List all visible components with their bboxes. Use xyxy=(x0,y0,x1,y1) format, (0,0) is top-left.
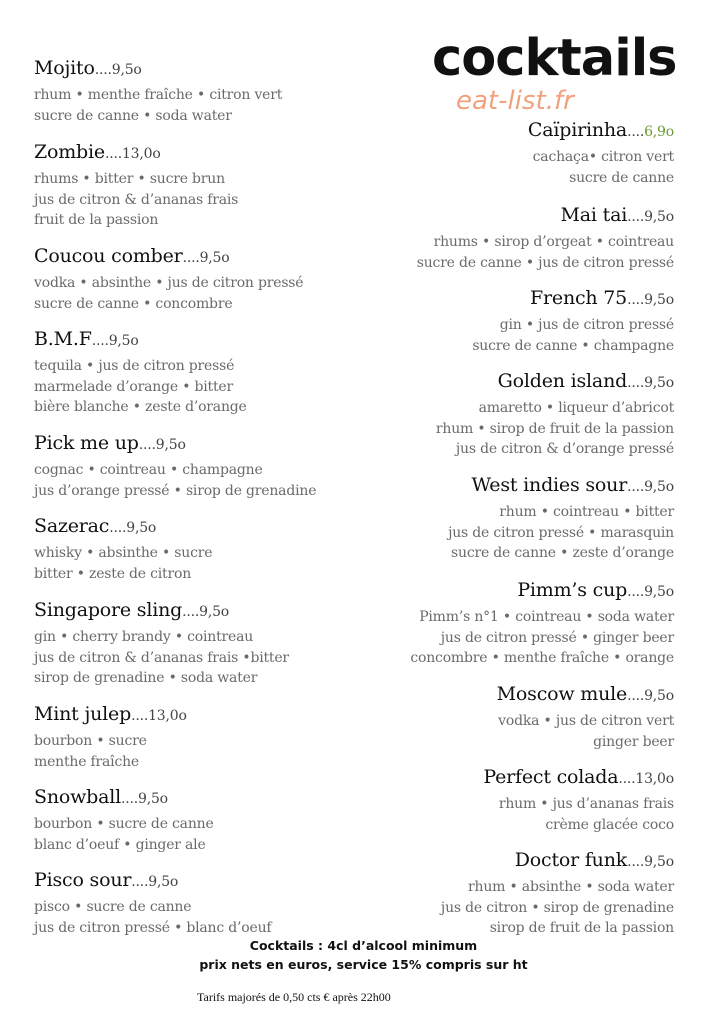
dot-leader: .... xyxy=(131,708,149,724)
cocktail-item xyxy=(34,138,354,231)
cocktail-price: 9,5o xyxy=(644,854,674,870)
cocktail-item xyxy=(385,846,674,939)
cocktail-item xyxy=(385,367,674,460)
dot-leader: .... xyxy=(627,375,645,391)
cocktail-name: Coucou comber xyxy=(34,245,183,267)
cocktail-ingredients: fruit de la passion xyxy=(34,212,159,229)
cocktail-item xyxy=(34,783,354,855)
cocktail-ingredients: vodka • jus de citron vert xyxy=(498,713,674,729)
cocktail-ingredients: sucre de canne • jus de citron pressé xyxy=(416,254,674,271)
cocktail-name: Perfect colada xyxy=(483,766,619,788)
cocktail-name-line xyxy=(34,866,354,897)
cocktail-price: 9,5o xyxy=(644,584,674,600)
cocktail-name: Moscow mule xyxy=(496,683,628,705)
alcohol-note: Cocktails : 4cl d’alcool minimum xyxy=(249,938,478,953)
cocktail-ingredients: bourbon • sucre xyxy=(34,733,147,749)
dot-leader: .... xyxy=(627,124,645,140)
cocktail-ingredients: vodka • absinthe • jus de citron pressé xyxy=(34,275,304,291)
cocktail-name: Doctor funk xyxy=(514,849,628,871)
cocktail-price: 9,5o xyxy=(111,62,142,78)
cocktail-price: 9,5o xyxy=(148,874,179,890)
cocktail-ingredients: sucre de canne • champagne xyxy=(472,337,674,354)
cocktail-ingredients: concombre • menthe fraîche • orange xyxy=(410,650,674,667)
cocktail-ingredients: jus de citron pressé • blanc d’oeuf xyxy=(34,919,272,936)
cocktail-name-line xyxy=(385,284,674,315)
cocktail-name: Mojito xyxy=(34,57,95,79)
cocktail-name-line xyxy=(34,429,354,460)
cocktail-ingredients: sucre de canne xyxy=(569,169,674,186)
cocktail-ingredients: tequila • jus de citron pressé xyxy=(34,358,235,374)
cocktail-ingredients: Pimm’s n°1 • cointreau • soda water xyxy=(419,609,674,625)
cocktail-price: 9,5o xyxy=(199,250,230,266)
cocktail-ingredients: rhums • sirop d’orgeat • cointreau xyxy=(433,234,674,250)
cocktail-name-line xyxy=(34,783,354,814)
cocktail-ingredients: gin • cherry brandy • cointreau xyxy=(34,629,254,645)
cocktail-name: Sazerac xyxy=(34,515,110,537)
dot-leader: .... xyxy=(627,854,645,870)
dot-leader: .... xyxy=(182,250,200,266)
cocktail-name: French 75 xyxy=(530,287,628,309)
cocktail-price: 9,5o xyxy=(108,333,139,349)
cocktail-item xyxy=(385,763,674,835)
page-title: cocktails xyxy=(432,29,677,88)
cocktail-price: 6,9o xyxy=(644,124,674,140)
cocktail-name-line xyxy=(34,325,354,356)
cocktail-ingredients: rhum • cointreau • bitter xyxy=(499,504,674,520)
cocktail-price: 9,5o xyxy=(138,791,168,807)
cocktail-item xyxy=(385,576,674,669)
watermark-logo: eat-list.fr xyxy=(456,86,574,116)
cocktail-ingredients: rhum • menthe fraîche • citron vert xyxy=(34,87,283,103)
cocktail-ingredients: jus d’orange pressé • sirop de grenadine xyxy=(34,482,317,499)
cocktail-name-line xyxy=(34,700,354,731)
cocktail-item xyxy=(385,471,674,564)
cocktail-item xyxy=(385,201,674,273)
cocktail-ingredients: pisco • sucre de canne xyxy=(34,899,192,915)
cocktail-ingredients: whisky • absinthe • sucre xyxy=(34,545,213,561)
cocktail-ingredients: jus de citron pressé • ginger beer xyxy=(440,629,674,646)
dot-leader: .... xyxy=(138,437,156,453)
cocktail-name: Golden island xyxy=(497,370,628,392)
cocktail-ingredients: sirop de fruit de la passion xyxy=(489,920,674,937)
cocktail-name-line xyxy=(34,242,354,273)
cocktail-name-line xyxy=(385,116,674,147)
cocktail-ingredients: bourbon • sucre de canne xyxy=(34,816,214,832)
cocktail-item xyxy=(34,429,354,501)
cocktail-price: 9,5o xyxy=(644,209,674,225)
cocktail-price: 9,5o xyxy=(644,375,674,391)
cocktail-name: West indies sour xyxy=(471,474,628,496)
cocktail-ingredients: amaretto • liqueur d’abricot xyxy=(478,400,674,416)
service-note: prix nets en euros, service 15% compris sur ht xyxy=(199,957,528,972)
dot-leader: .... xyxy=(627,209,645,225)
cocktail-name: Snowball xyxy=(34,786,121,808)
dot-leader: .... xyxy=(109,520,127,536)
cocktail-name-line xyxy=(385,846,674,877)
cocktail-ingredients: cognac • cointreau • champagne xyxy=(34,462,263,478)
cocktail-item xyxy=(385,680,674,752)
dot-leader: .... xyxy=(182,604,200,620)
cocktail-price: 9,5o xyxy=(199,604,230,620)
dot-leader: .... xyxy=(131,874,149,890)
dot-leader: .... xyxy=(627,292,645,308)
surcharge-note: Tarifs majorés de 0,50 cts € après 22h00 xyxy=(197,990,391,1004)
cocktail-item xyxy=(34,596,354,689)
dot-leader: .... xyxy=(618,771,636,787)
dot-leader: .... xyxy=(121,791,139,807)
cocktail-item xyxy=(34,242,354,314)
cocktail-item xyxy=(34,700,354,772)
cocktail-ingredients: rhum • absinthe • soda water xyxy=(468,879,674,895)
cocktail-name-line xyxy=(34,596,354,627)
cocktail-ingredients: jus de citron & d’ananas frais •bitter xyxy=(34,649,289,666)
dot-leader: .... xyxy=(94,62,112,78)
dot-leader: .... xyxy=(104,146,122,162)
cocktail-name: Pimm’s cup xyxy=(517,579,628,601)
cocktail-item xyxy=(34,512,354,584)
cocktail-ingredients: sucre de canne • soda water xyxy=(34,107,232,124)
cocktail-item xyxy=(385,284,674,356)
cocktail-price: 9,5o xyxy=(644,688,674,704)
cocktail-name: Pick me up xyxy=(34,432,139,454)
cocktail-price: 13,0o xyxy=(635,771,674,787)
cocktail-item xyxy=(34,54,354,126)
dot-leader: .... xyxy=(627,584,645,600)
cocktail-name-line xyxy=(34,138,354,169)
cocktail-name: Zombie xyxy=(34,141,105,163)
cocktail-name-line xyxy=(385,763,674,794)
cocktail-ingredients: jus de citron • sirop de grenadine xyxy=(440,899,674,916)
cocktail-name-line xyxy=(385,680,674,711)
cocktail-name-line xyxy=(385,576,674,607)
cocktail-ingredients: sucre de canne • zeste d’orange xyxy=(451,545,674,562)
cocktail-ingredients: cachaça• citron vert xyxy=(532,149,674,165)
cocktail-ingredients: ginger beer xyxy=(593,733,674,750)
cocktail-ingredients: sucre de canne • concombre xyxy=(34,295,233,312)
cocktail-ingredients: bitter • zeste de citron xyxy=(34,565,192,582)
dot-leader: .... xyxy=(91,333,109,349)
cocktail-ingredients: rhum • sirop de fruit de la passion xyxy=(435,420,674,437)
cocktail-item xyxy=(34,866,354,938)
cocktail-ingredients: rhums • bitter • sucre brun xyxy=(34,171,225,187)
cocktail-item xyxy=(385,116,674,188)
cocktail-ingredients: bière blanche • zeste d’orange xyxy=(34,399,247,416)
cocktail-name: Mai tai xyxy=(560,204,628,226)
dot-leader: .... xyxy=(627,688,645,704)
cocktail-ingredients: crème glacée coco xyxy=(545,816,674,833)
cocktail-name: Pisco sour xyxy=(34,869,132,891)
cocktail-item xyxy=(34,325,354,418)
cocktail-name-line xyxy=(385,367,674,398)
cocktail-name: Mint julep xyxy=(34,703,132,725)
cocktail-price: 9,5o xyxy=(126,520,157,536)
cocktail-name-line xyxy=(385,201,674,232)
cocktail-ingredients: menthe fraîche xyxy=(34,753,139,770)
cocktail-ingredients: jus de citron pressé • marasquin xyxy=(448,524,674,541)
cocktail-ingredients: blanc d’oeuf • ginger ale xyxy=(34,836,206,853)
cocktail-name: Singapore sling xyxy=(34,599,183,621)
cocktail-ingredients: gin • jus de citron pressé xyxy=(499,317,674,333)
cocktail-price: 13,0o xyxy=(121,146,161,162)
cocktail-ingredients: rhum • jus d’ananas frais xyxy=(498,796,674,812)
cocktail-ingredients: marmelade d’orange • bitter xyxy=(34,378,233,395)
cocktail-price: 13,0o xyxy=(148,708,187,724)
cocktail-name-line xyxy=(34,54,354,85)
cocktail-name-line xyxy=(385,471,674,502)
cocktail-name: Caïpirinha xyxy=(527,119,628,141)
cocktail-price: 9,5o xyxy=(644,479,674,495)
cocktail-name-line xyxy=(34,512,354,543)
cocktail-ingredients: sirop de grenadine • soda water xyxy=(34,670,258,687)
cocktail-ingredients: jus de citron & d’ananas frais xyxy=(34,191,239,208)
cocktail-price: 9,5o xyxy=(155,437,186,453)
cocktail-name: B.M.F xyxy=(34,328,92,350)
cocktail-ingredients: jus de citron & d’orange pressé xyxy=(455,441,674,458)
dot-leader: .... xyxy=(627,479,645,495)
cocktail-price: 9,5o xyxy=(644,292,674,308)
